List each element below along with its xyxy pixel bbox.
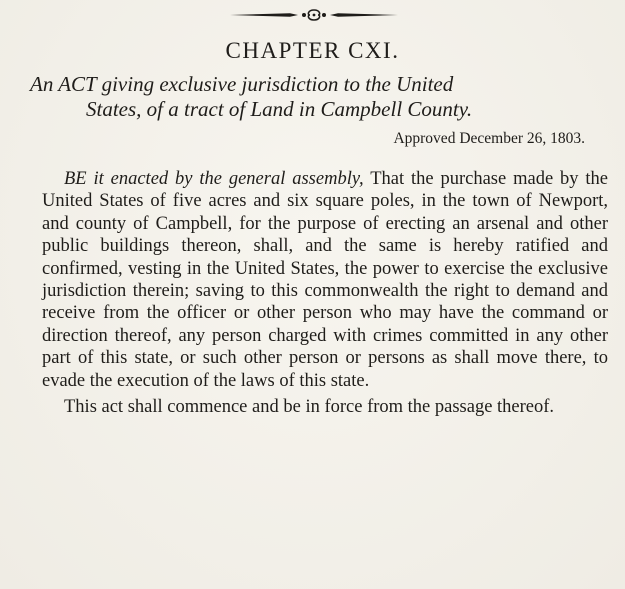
paragraph-commencement: This act shall commence and be in force from the passage thereof. [64,397,555,418]
enacting-clause: BE it enacted by the general assembly, [64,169,364,189]
paragraph-enactment [42,168,608,392]
chapter-title: CHAPTER CXI. [225,38,400,63]
enactment-text: That the purchase made by the United States of five acres and six square poles, in the town of Newport, and county of Campbell, for the purpose of erecting an arsenal and other public buildings thereon, shall, and the same is hereby ratified and confirmed, vesting in the United States, the power to exercise the exclusive jurisdiction therein; saving to this commonwealth the right to demand and receive from the officer or other person who may have the command or direction thereof, any person charged with crimes committed in any other part of this state, or such other person or persons as shall move there, to evade the execution of the laws of this state. [42,169,609,391]
approval-date: Approved December 26, 1803. [393,130,585,147]
act-body [42,168,608,418]
decorative-rule-icon [228,9,400,21]
act-title-line1: An ACT giving exclusive jurisdiction to the United [30,72,454,96]
act-title [30,72,600,122]
act-title-line2: States, of a tract of Land in Campbell County. [86,97,473,121]
